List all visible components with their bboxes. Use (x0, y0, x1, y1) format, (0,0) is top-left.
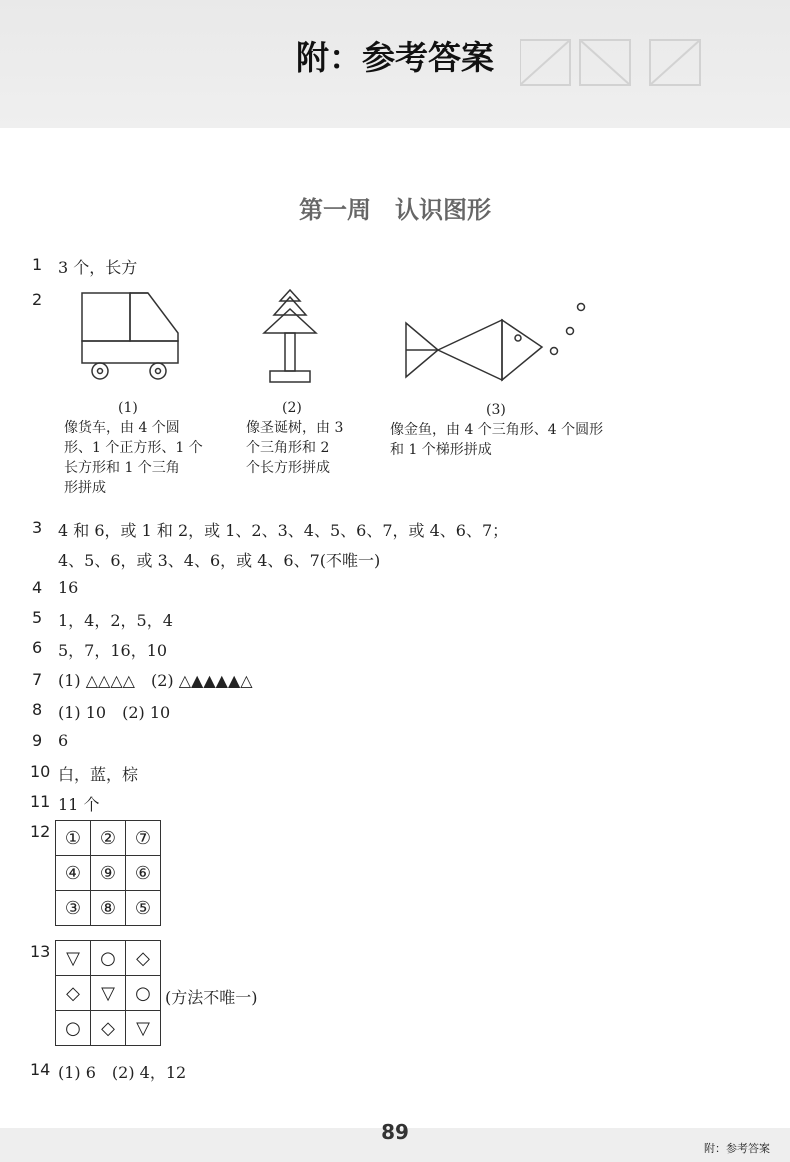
question-number: 2 (32, 290, 43, 309)
answer-text: 16 (58, 578, 79, 597)
answer-grid-13: ▽ ○ ◇ ◇ ▽ ○ ○ ◇ ▽ (55, 940, 161, 1046)
answer-text: (1) △△△△ (2) △▲▲▲▲△ (58, 671, 253, 690)
page-title: 附：参考答案 (296, 38, 494, 77)
question-number: 12 (30, 822, 51, 841)
figure-caption-3: 像金鱼，由 4 个三角形、4 个圆形 和 1 个梯形拼成 (390, 422, 604, 458)
question-number: 5 (32, 608, 43, 627)
answer-grid-12: ① ② ⑦ ④ ⑨ ⑥ ③ ⑧ ⑤ (55, 820, 161, 926)
figure-label: (1) (118, 400, 138, 416)
answer-text: 6 (58, 731, 69, 750)
figure-caption-1: 像货车，由 4 个圆 形、1 个正方形、1 个 长方形和 1 个三角 形拼成 (64, 420, 203, 496)
question-number: 7 (32, 670, 43, 689)
answer-text: (1) 6 (2) 4，12 (58, 1063, 187, 1082)
question-number: 4 (32, 578, 43, 597)
question-number: 14 (30, 1060, 51, 1079)
method-note: (方法不唯一) (165, 988, 258, 1007)
section-title: 第一周 认识图形 (299, 196, 491, 224)
answer-text: 11 个 (58, 795, 100, 814)
question-number: 1 (32, 255, 43, 274)
figure-label: (3) (486, 402, 506, 418)
question-number: 8 (32, 700, 43, 719)
answer-text: (1) 10 (2) 10 (58, 703, 171, 722)
page-number: 89 (381, 1120, 409, 1144)
footer-label: 附：参考答案 (704, 1142, 770, 1155)
answer-text: 4、5、6，或 3、4、6，或 4、6、7(不唯一) (58, 551, 381, 570)
question-number: 3 (32, 518, 43, 537)
question-number: 11 (30, 792, 51, 811)
question-number: 6 (32, 638, 43, 657)
fish-figure (406, 304, 585, 381)
answer-text: 1，4，2，5，4 (58, 611, 173, 630)
answer-text: 白，蓝，棕 (58, 765, 139, 784)
shape-figures (60, 285, 620, 395)
question-number: 9 (32, 731, 43, 750)
truck-figure (82, 293, 178, 379)
figure-label: (2) (282, 400, 302, 416)
answer-text: 4 和 6，或 1 和 2，或 1、2、3、4、5、6、7，或 4、6、7； (58, 521, 509, 540)
figure-caption-2: 像圣诞树，由 3 个三角形和 2 个长方形拼成 (246, 420, 344, 476)
question-number: 13 (30, 942, 51, 961)
question-number: 10 (30, 762, 51, 781)
answer-text: 3 个，长方 (58, 258, 138, 277)
answer-text: 5，7，16，10 (58, 641, 168, 660)
tree-figure (264, 290, 316, 382)
